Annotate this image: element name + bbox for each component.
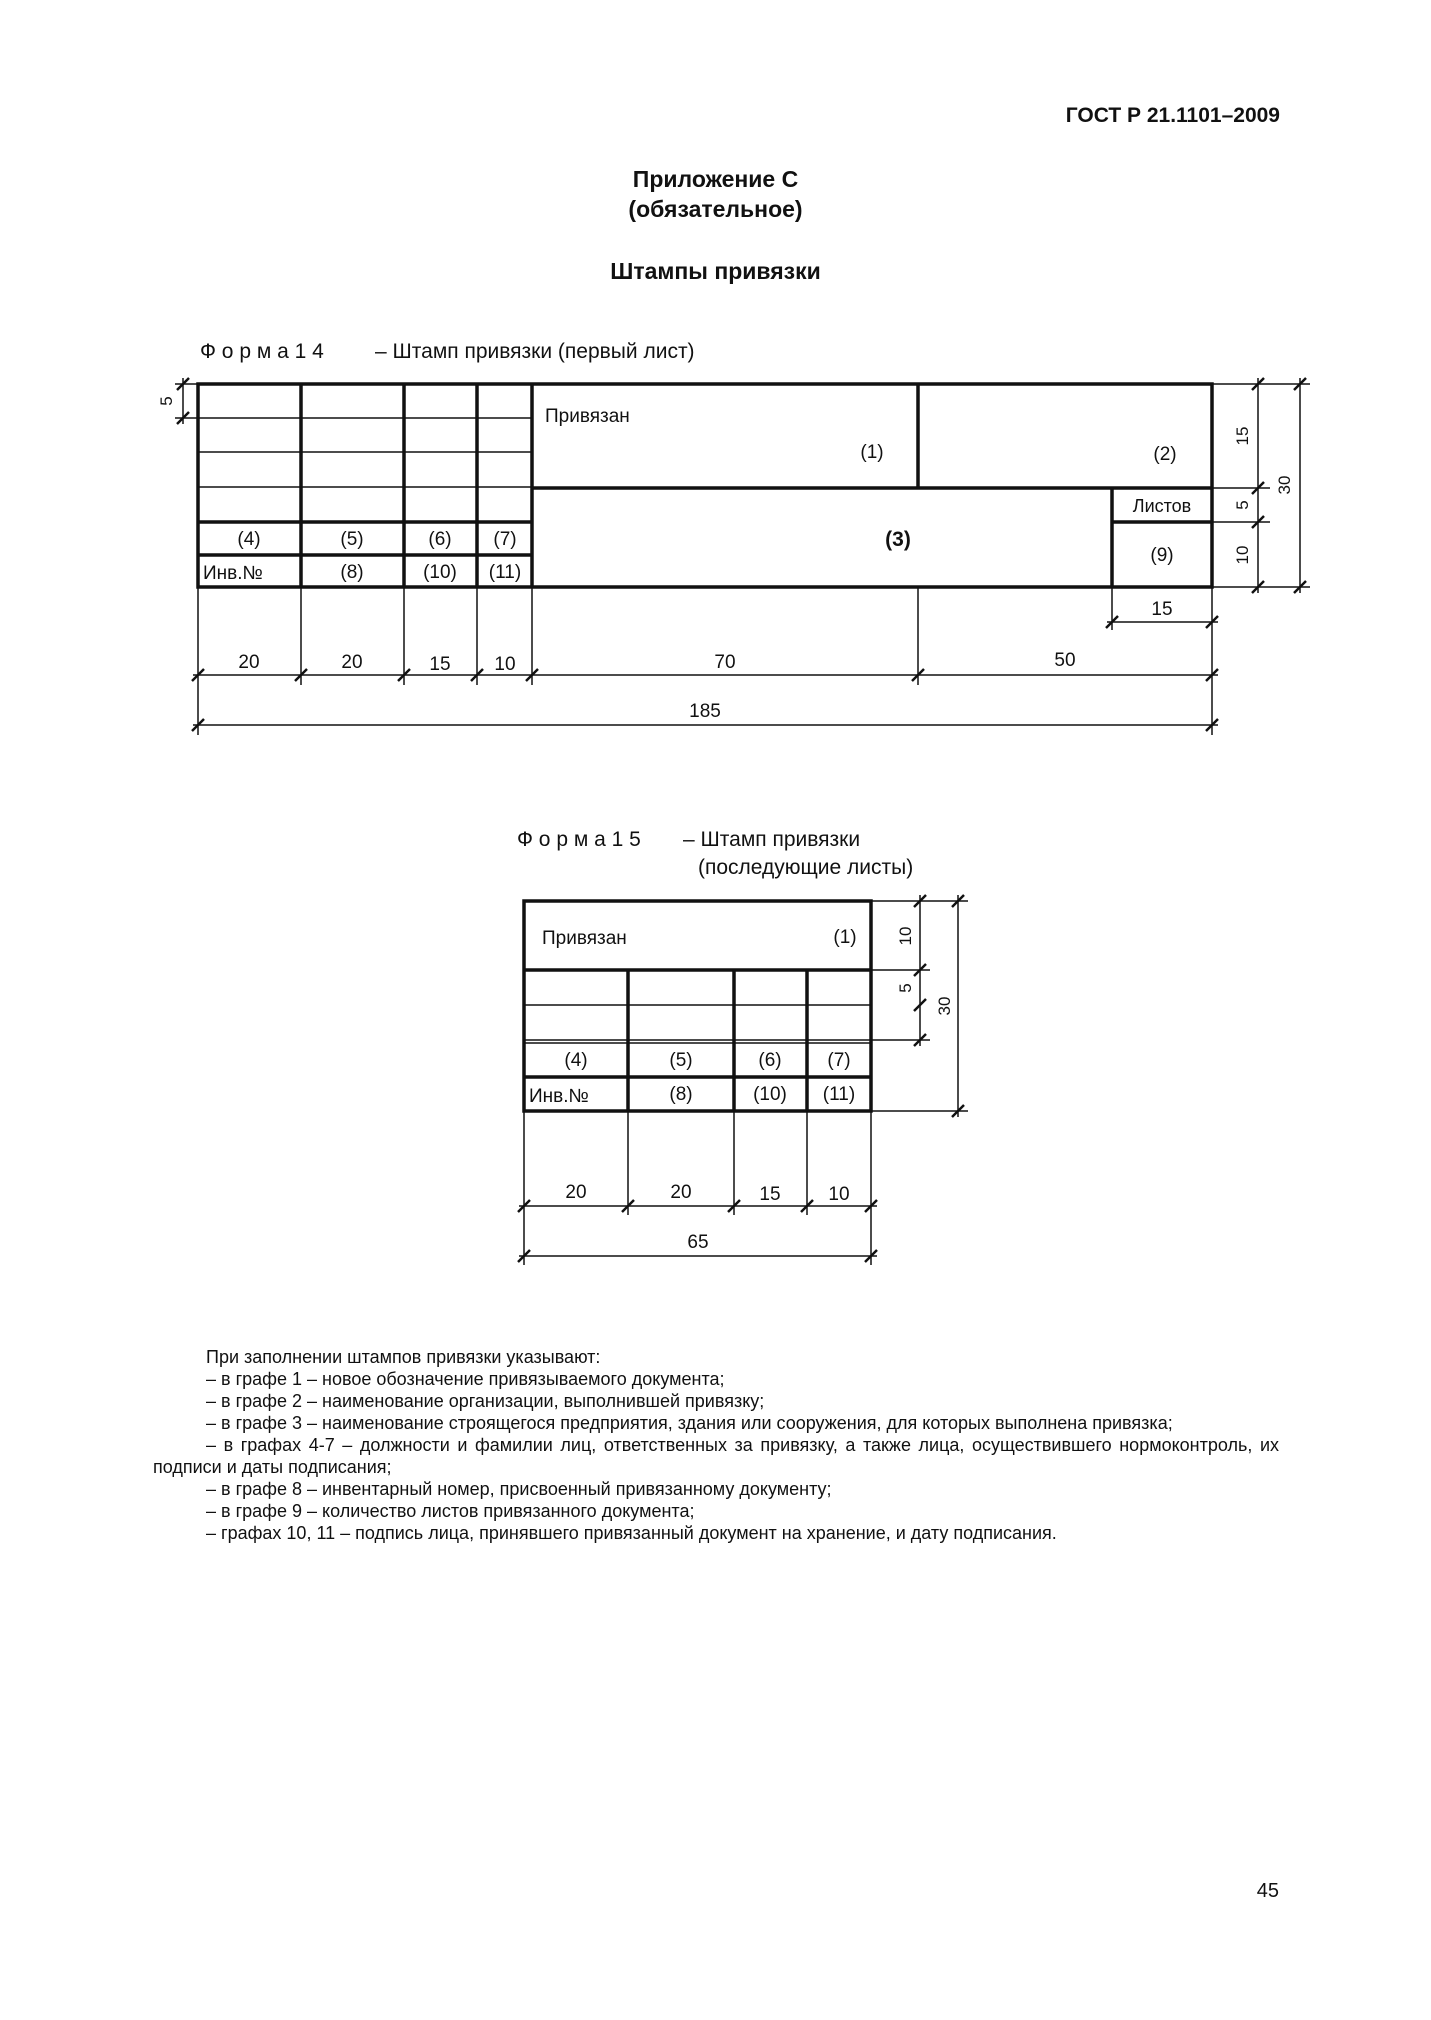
- form14-dim-h10: 10: [1233, 545, 1252, 565]
- form15-dim-15: 15: [759, 1184, 781, 1205]
- form15-dim-h30: 30: [935, 996, 954, 1016]
- form14-cell-6: (6): [428, 529, 452, 550]
- notes-item: – в графе 3 – наименование строящегося предприятия, здания или сооружения, для которых выполнена привязка;: [206, 1413, 1173, 1433]
- form14-dim-50: 50: [1054, 650, 1076, 671]
- form14-dim-row5: 5: [157, 396, 176, 406]
- document-code: ГОСТ Р 21.1101–2009: [1065, 104, 1280, 127]
- notes-intro: При заполнении штампов привязки указывают:: [206, 1347, 601, 1367]
- form15-dim-20a: 20: [565, 1182, 587, 1203]
- appendix-status: (обязательное): [628, 196, 803, 222]
- notes-item: – в графе 1 – новое обозначение привязываемого документа;: [206, 1369, 725, 1389]
- form14-dim-15: 15: [429, 654, 451, 675]
- form14-dim-h30: 30: [1275, 475, 1294, 495]
- form15-cell-10: (10): [753, 1084, 787, 1105]
- notes-item: – графах 10, 11 – подпись лица, принявшего привязанный документ на хранение, и дату подписания.: [206, 1523, 1057, 1543]
- form14-dim-20a: 20: [238, 652, 260, 673]
- form14-dim-h5: 5: [1233, 500, 1252, 510]
- form15-label: Ф о р м а 1 5: [517, 828, 641, 851]
- form15-caption-2: (последующие листы): [698, 856, 914, 879]
- notes-item: – в графе 9 – количество листов привязанного документа;: [206, 1501, 695, 1521]
- form14-privyazan: Привязан: [545, 406, 630, 427]
- form14-label: Ф о р м а 1 4: [200, 340, 324, 363]
- form15-cell-11: (11): [822, 1084, 856, 1105]
- form14-dim-70: 70: [714, 652, 736, 673]
- notes-item: – в графе 8 – инвентарный номер, присвоенный привязанному документу;: [206, 1479, 832, 1499]
- notes-block: [153, 1346, 1279, 1544]
- notes-item: – в графе 2 – наименование организации, выполнившей привязку;: [206, 1391, 765, 1411]
- form14-dim-total: 185: [689, 701, 721, 722]
- appendix-title: Приложение С: [632, 166, 799, 192]
- form14-dim-h15: 15: [1233, 426, 1252, 446]
- notes-item: – в графах 4-7 – должности и фамилии лиц, ответственных за привязку, а также лица, осуществившего нормоконтроль, их подписи и даты подписания;: [153, 1435, 1279, 1477]
- form14-cell-9: (9): [1150, 545, 1174, 566]
- form14-cell-2: (2): [1153, 444, 1177, 465]
- form14-cell-10: (10): [423, 562, 457, 583]
- form15-dim-10: 10: [828, 1184, 850, 1205]
- form15-cell-7: (7): [827, 1050, 851, 1071]
- form14-cell-4: (4): [237, 529, 261, 550]
- form15-dim-h5: 5: [896, 983, 915, 993]
- form15-dim-20b: 20: [670, 1182, 692, 1203]
- form15-dim-total: 65: [687, 1232, 709, 1253]
- page-number: 45: [1256, 1880, 1279, 1902]
- form14-cell-1: (1): [860, 442, 884, 463]
- form15-inv-label: Инв.№: [529, 1086, 589, 1107]
- form14-cell-11: (11): [488, 562, 522, 583]
- form14-cell-3: (3): [885, 528, 911, 551]
- form14-dim-15-narrow: 15: [1151, 599, 1173, 620]
- form15-cell-4: (4): [564, 1050, 588, 1071]
- form15-cell-8: (8): [669, 1084, 693, 1105]
- form15-cell-1: (1): [833, 927, 857, 948]
- form14-inv-label: Инв.№: [203, 563, 263, 584]
- form14-cell-5: (5): [340, 529, 364, 550]
- form14-dim-20b: 20: [341, 652, 363, 673]
- form15-privyazan: Привязан: [542, 928, 627, 949]
- form14-cell-7: (7): [493, 529, 517, 550]
- section-title: Штампы привязки: [610, 258, 821, 284]
- form14-caption: – Штамп привязки (первый лист): [375, 340, 695, 363]
- form14-dim-10: 10: [494, 654, 516, 675]
- form15-caption: – Штамп привязки: [683, 828, 861, 851]
- form15-cell-5: (5): [669, 1050, 693, 1071]
- form15-dim-h10: 10: [896, 926, 915, 946]
- form15-cell-6: (6): [758, 1050, 782, 1071]
- form14-listov: Листов: [1132, 496, 1192, 516]
- form14-cell-8: (8): [340, 562, 364, 583]
